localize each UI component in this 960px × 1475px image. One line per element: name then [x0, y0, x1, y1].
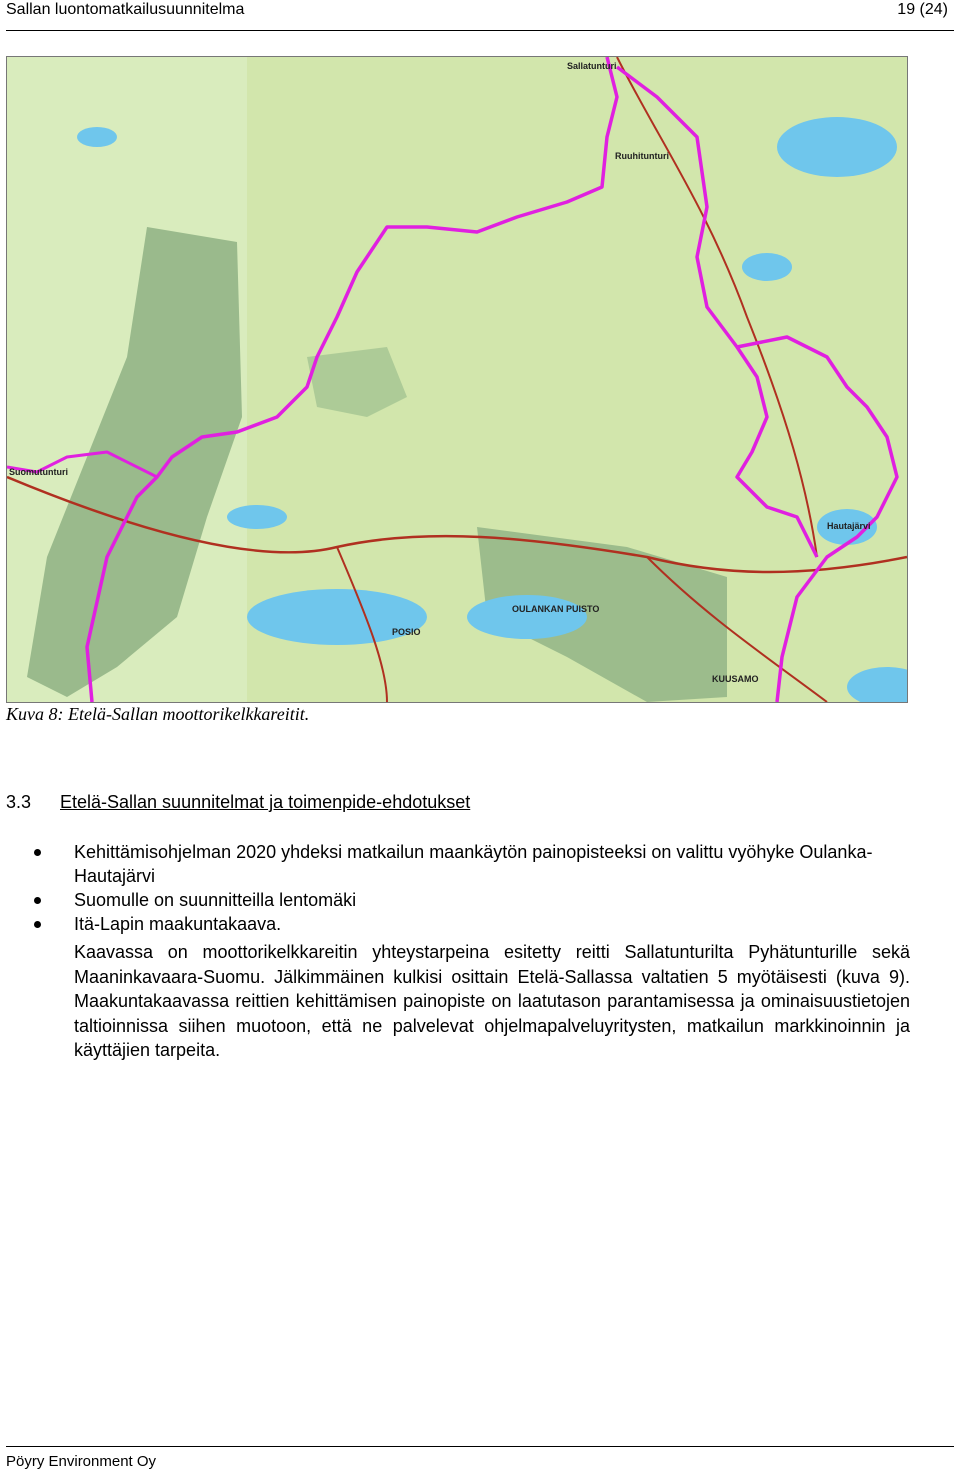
bullet-list	[30, 840, 910, 936]
lake-east	[742, 253, 792, 281]
section-title: Etelä-Sallan suunnitelmat ja toimenpide-ehdotukset	[60, 792, 471, 812]
list-item: Suomulle on suunnitteilla lentomäki	[30, 888, 910, 912]
document-title: Sallan luontomatkailusuunnitelma	[6, 1, 245, 18]
footer-company: Pöyry Environment Oy	[6, 1453, 157, 1470]
label-hautajarvi: Hautajärvi	[827, 521, 871, 531]
label-ruuhitunturi: Ruuhitunturi	[615, 151, 669, 161]
map-canvas	[7, 57, 907, 702]
page-header	[6, 0, 954, 31]
label-suomutunturi: Suomutunturi	[9, 467, 68, 477]
page-number: 19 (24)	[897, 1, 948, 18]
lake-north-east	[777, 117, 897, 177]
lake-south	[467, 595, 587, 639]
label-oulanka: OULANKAN PUISTO	[512, 604, 600, 614]
figure-caption: Kuva 8: Etelä-Sallan moottorikelkkareitit.	[6, 704, 310, 724]
list-item: Itä-Lapin maakuntakaava.	[30, 912, 910, 936]
label-kuusamo: KUUSAMO	[712, 674, 759, 684]
page-footer	[6, 1446, 954, 1470]
lake-west	[227, 505, 287, 529]
section-number: 3.3	[6, 792, 32, 812]
section-heading	[6, 792, 470, 813]
route-map	[6, 56, 908, 703]
list-item: Kehittämisohjelman 2020 yhdeksi matkailun maankäytön painopisteeksi on valittu vyöhyke Oulanka-Hautajärvi	[30, 840, 910, 888]
label-sallatunturi: Sallatunturi	[567, 61, 617, 71]
body-paragraph: Kaavassa on moottorikelkkareitin yhteystarpeina esitetty reitti Sallatunturilta Pyhätunturille sekä Maaninkavaara-Suomu. Jälkimmäinen kulkisi osittain Etelä-Sallassa valtatien 5 myötäisesti (kuva 9). Maakuntakaavassa reittien kehittämisen painopiste on laatutason parantamisessa ja ominaisuustietojen taltioinnissa siihen muotoon, että ne palvelevat ohjelmapalveluyritysten, matkailun markkinoinnin ja käyttäjien tarpeita.	[74, 942, 910, 1060]
lake-north-west	[77, 127, 117, 147]
label-posio: POSIO	[392, 627, 421, 637]
